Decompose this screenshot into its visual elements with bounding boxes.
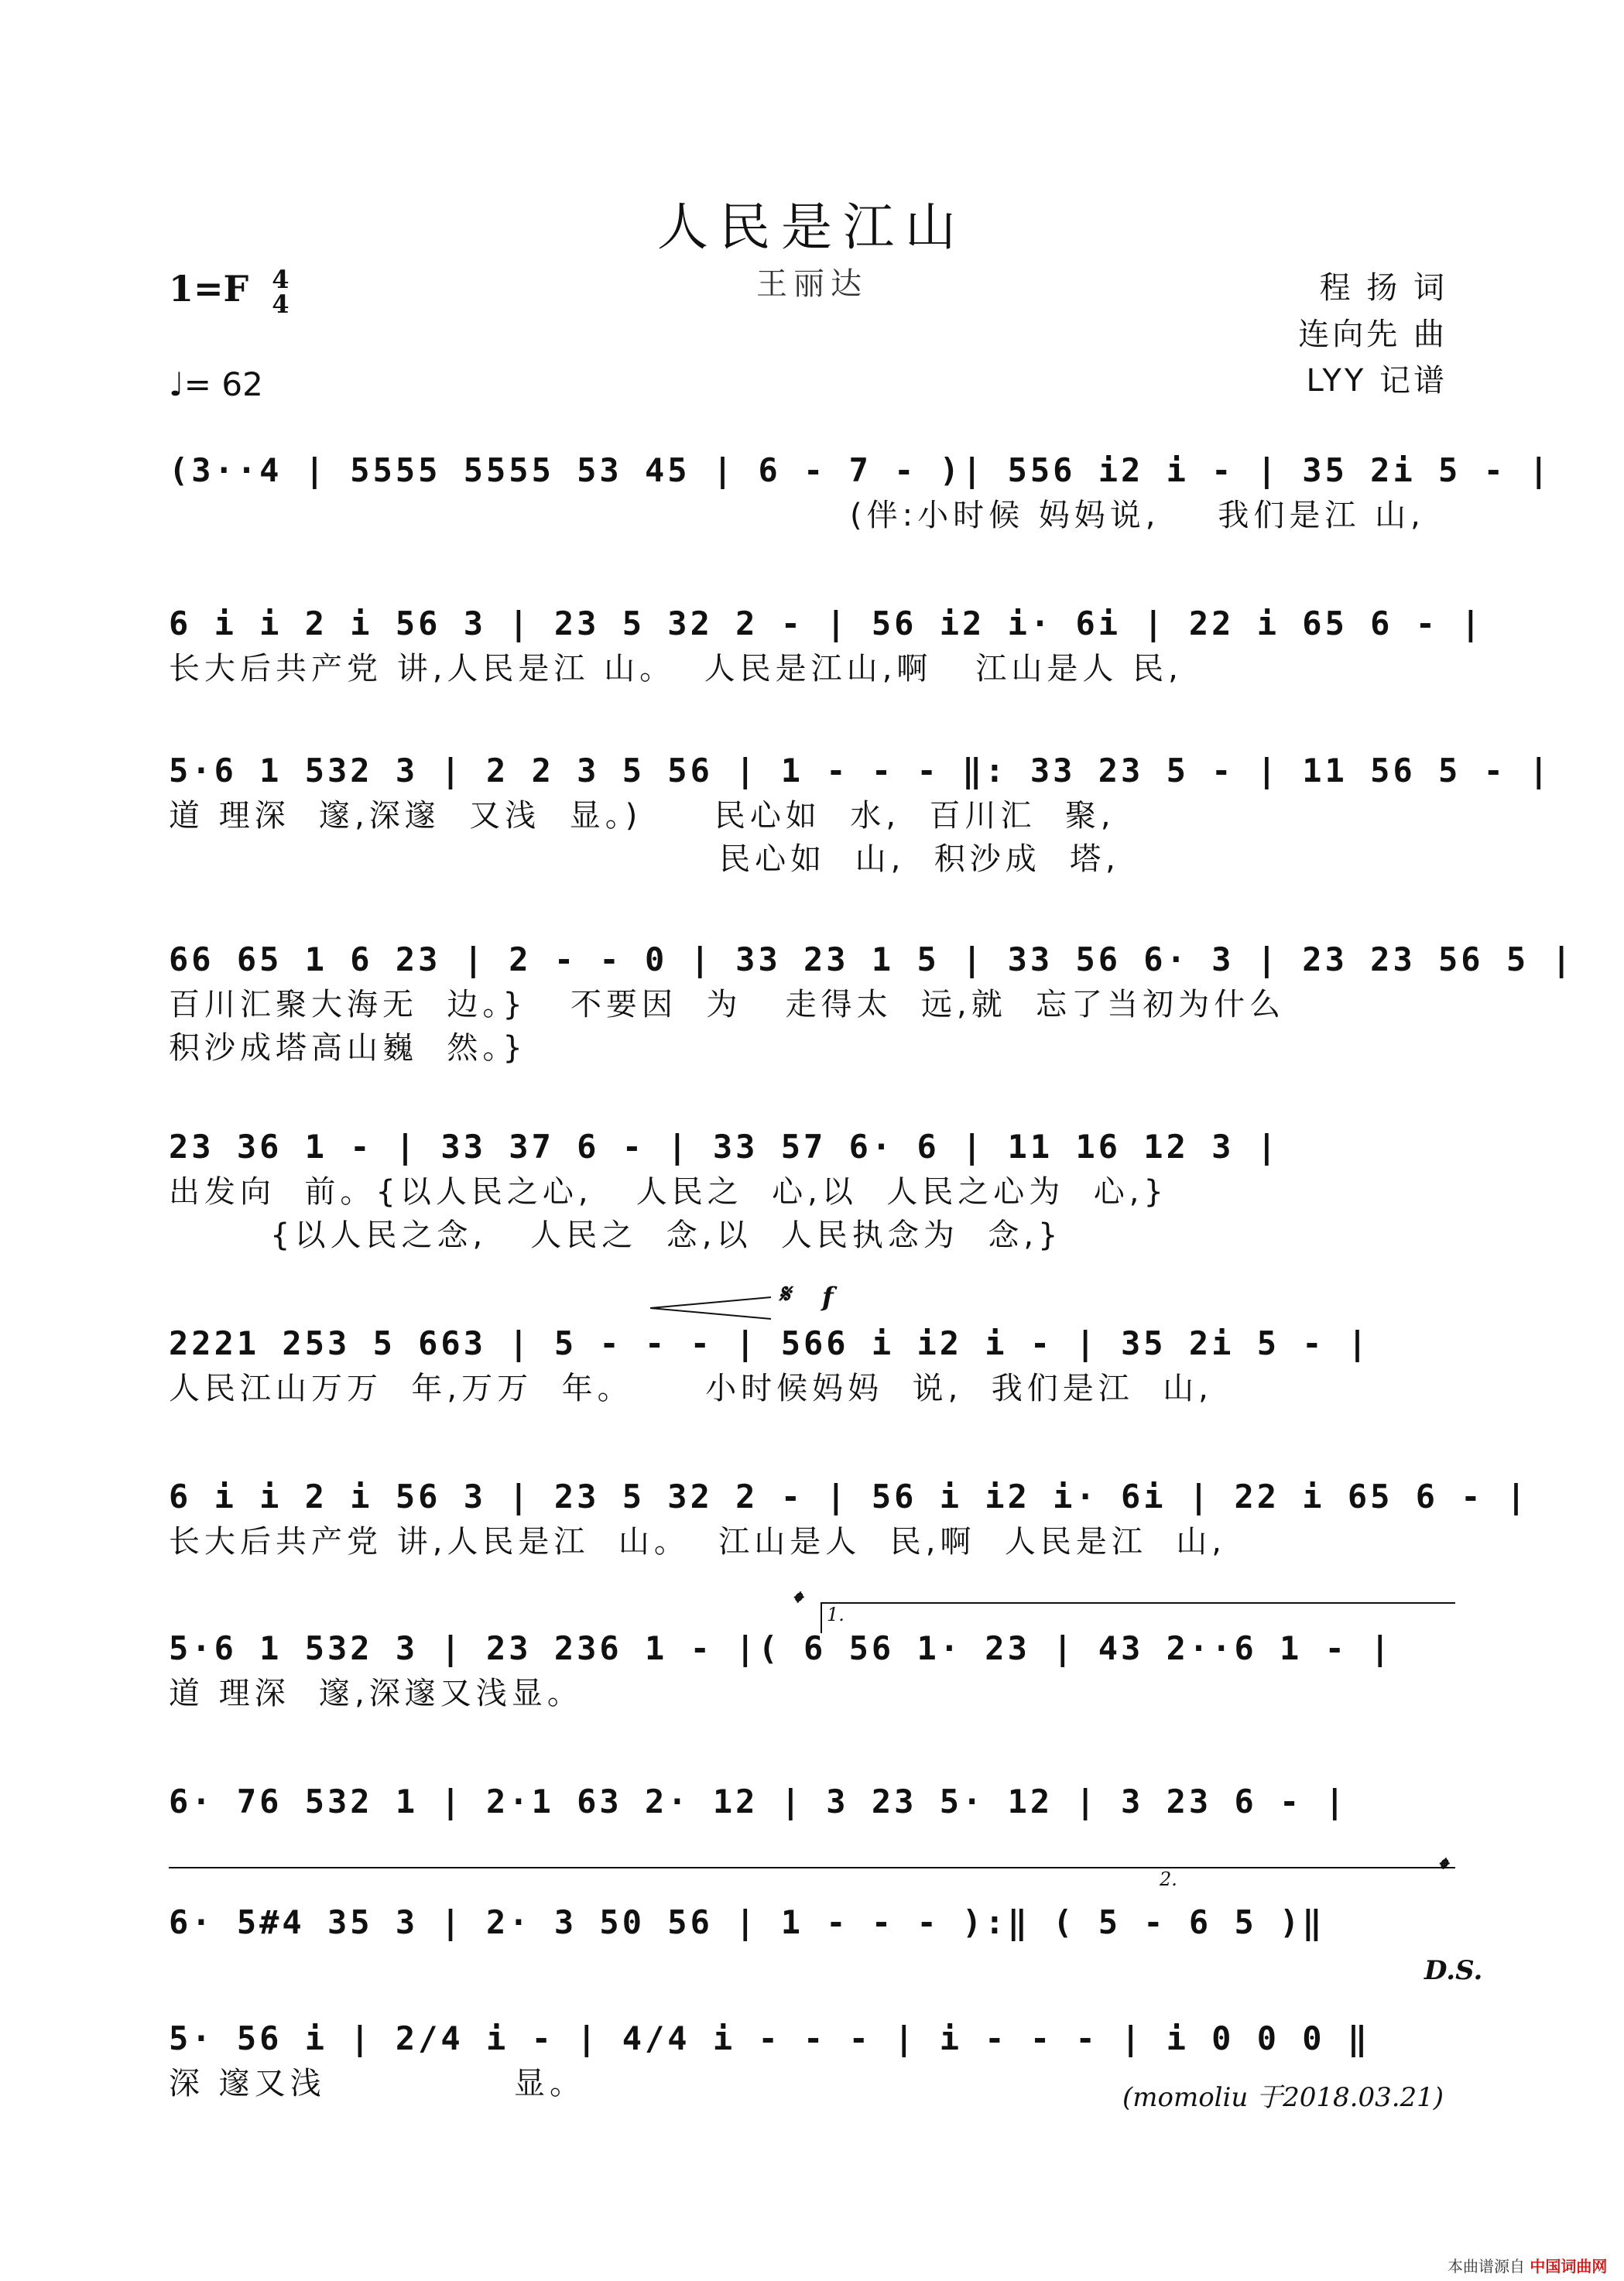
segno-sign: 𝄋 [779, 1279, 790, 1310]
system-7 [169, 1474, 1530, 1563]
key-label: 1=F [169, 268, 249, 310]
system-2 [169, 601, 1484, 690]
notation-line: 66 65 1 6 23 | 2 - - 0 | 33 23 1 5 | 33 56 6· 3 | 23 23 56 5 | [169, 940, 1574, 978]
notation-line: (3··4 | 5555 5555 53 45 | 6 - 7 - )| 556 i2 i - | 35 2i 5 - | [169, 451, 1552, 489]
system-3 [169, 748, 1552, 881]
volta-2-bracket [1153, 1867, 1455, 1868]
lyric-line: 人民江山万万 年,万万 年。 小时候妈妈 说, 我们是江 山, [169, 1371, 1213, 1406]
singer-name: 王丽达 [756, 266, 868, 302]
volta-1-bracket [821, 1602, 1455, 1604]
transcriber: LYY 记谱 [1306, 363, 1448, 399]
notation-line: 6 i i 2 i 56 3 | 23 5 32 2 - | 56 i2 i· 6i | 22 i 65 6 - | [169, 604, 1484, 642]
time-signature [272, 267, 289, 317]
song-title: 人民是江山 [657, 197, 967, 257]
system-8 [169, 1625, 1454, 1715]
notation-line: 6· 76 532 1 | 2·1 63 2· 12 | 3 23 5· 12 | 3 23 6 - | [169, 1783, 1348, 1820]
dynamic-forte: f [822, 1282, 834, 1313]
notation-line: 5·6 1 532 3 | 2 2 3 5 56 | 1 - - - ‖: 33 23 5 - | 11 56 5 - | [169, 752, 1552, 789]
composer: 连向先 曲 [1298, 317, 1448, 352]
notation-line: 6 i i 2 i 56 3 | 23 5 32 2 - | 56 i i2 i· 6i | 22 i 65 6 - | [169, 1478, 1530, 1516]
lyric-line: 长大后共产党 讲,人民是江 山。 江山是人 民,啊 人民是江 山, [169, 1524, 1227, 1560]
system-10 [169, 1899, 1454, 1946]
tempo-mark: ♩= 62 [169, 365, 263, 403]
lyric-line: 深 邃又浅 显。 [169, 2066, 586, 2101]
coda-sign-end: 𝄌 [1437, 1853, 1446, 1884]
lyric-line: 百川汇聚大海无 边。} 不要因 为 走得太 远,就 忘了当初为什么 [169, 987, 1286, 1022]
time-sig-numerator: 4 [272, 265, 290, 294]
lyric-line: (伴:小时候 妈妈说, 我们是江 山, [850, 498, 1425, 533]
notation-line: 6· 5#4 35 3 | 2· 3 50 56 | 1 - - - ):‖ ( 5 - 6 5 )‖ [169, 1903, 1325, 1941]
lyric-line: 道 理深 邃,深邃又浅显。 [169, 1676, 583, 1711]
volta-2-label: 2. [1160, 1868, 1177, 1890]
coda-sign: 𝄌 [791, 1587, 800, 1618]
lyric-line: 积沙成塔高山巍 然。} [169, 1030, 527, 1066]
system-9 [169, 1779, 1454, 1825]
time-sig-denominator: 4 [272, 289, 290, 319]
lyric-line: 出发向 前。{以人民之心, 人民之 心,以 人民之心为 心,} [169, 1174, 1168, 1210]
notation-line: 23 36 1 - | 33 37 6 - | 33 57 6· 6 | 11 16 12 3 | [169, 1128, 1280, 1166]
system-1 [169, 447, 1552, 537]
lyric-line: 长大后共产党 讲,人民是江 山。 人民是江山,啊 江山是人 民, [169, 651, 1183, 687]
lyric-line: {以人民之念, 人民之 念,以 人民执念为 念,} [169, 1218, 1063, 1253]
lyric-line: 民心如 山, 积沙成 塔, [169, 841, 1120, 877]
credits [1277, 265, 1448, 404]
volta-1-label: 1. [827, 1604, 845, 1625]
lyricist: 程 扬 词 [1319, 270, 1448, 306]
lyric-line: 道 理深 邃,深邃 又浅 显。) 民心如 水, 百川汇 聚, [169, 798, 1115, 834]
transcription-signature: (momoliu 于2018.03.21) [1122, 2082, 1444, 2113]
key-signature [169, 267, 290, 317]
footer-source-label: 本曲谱源自 [1448, 2257, 1525, 2276]
footer [1448, 2254, 1607, 2276]
notation-line: 2221 253 5 663 | 5 - - - | 566 i i2 i - | 35 2i 5 - | [169, 1324, 1371, 1362]
system-4 [169, 937, 1574, 1070]
crescendo-hairpin [650, 1293, 774, 1324]
system-5 [169, 1124, 1454, 1257]
system-6 [169, 1320, 1454, 1410]
ds-mark: D.S. [1424, 1955, 1483, 1986]
notation-line: 5·6 1 532 3 | 23 236 1 - |( 6 56 1· 23 | 43 2··6 1 - | [169, 1629, 1393, 1667]
notation-line: 5· 56 i | 2/4 i - | 4/4 i - - - | i - - - | i 0 0 0 ‖ [169, 2019, 1371, 2057]
footer-site-link[interactable]: 中国词曲网 [1530, 2257, 1608, 2276]
